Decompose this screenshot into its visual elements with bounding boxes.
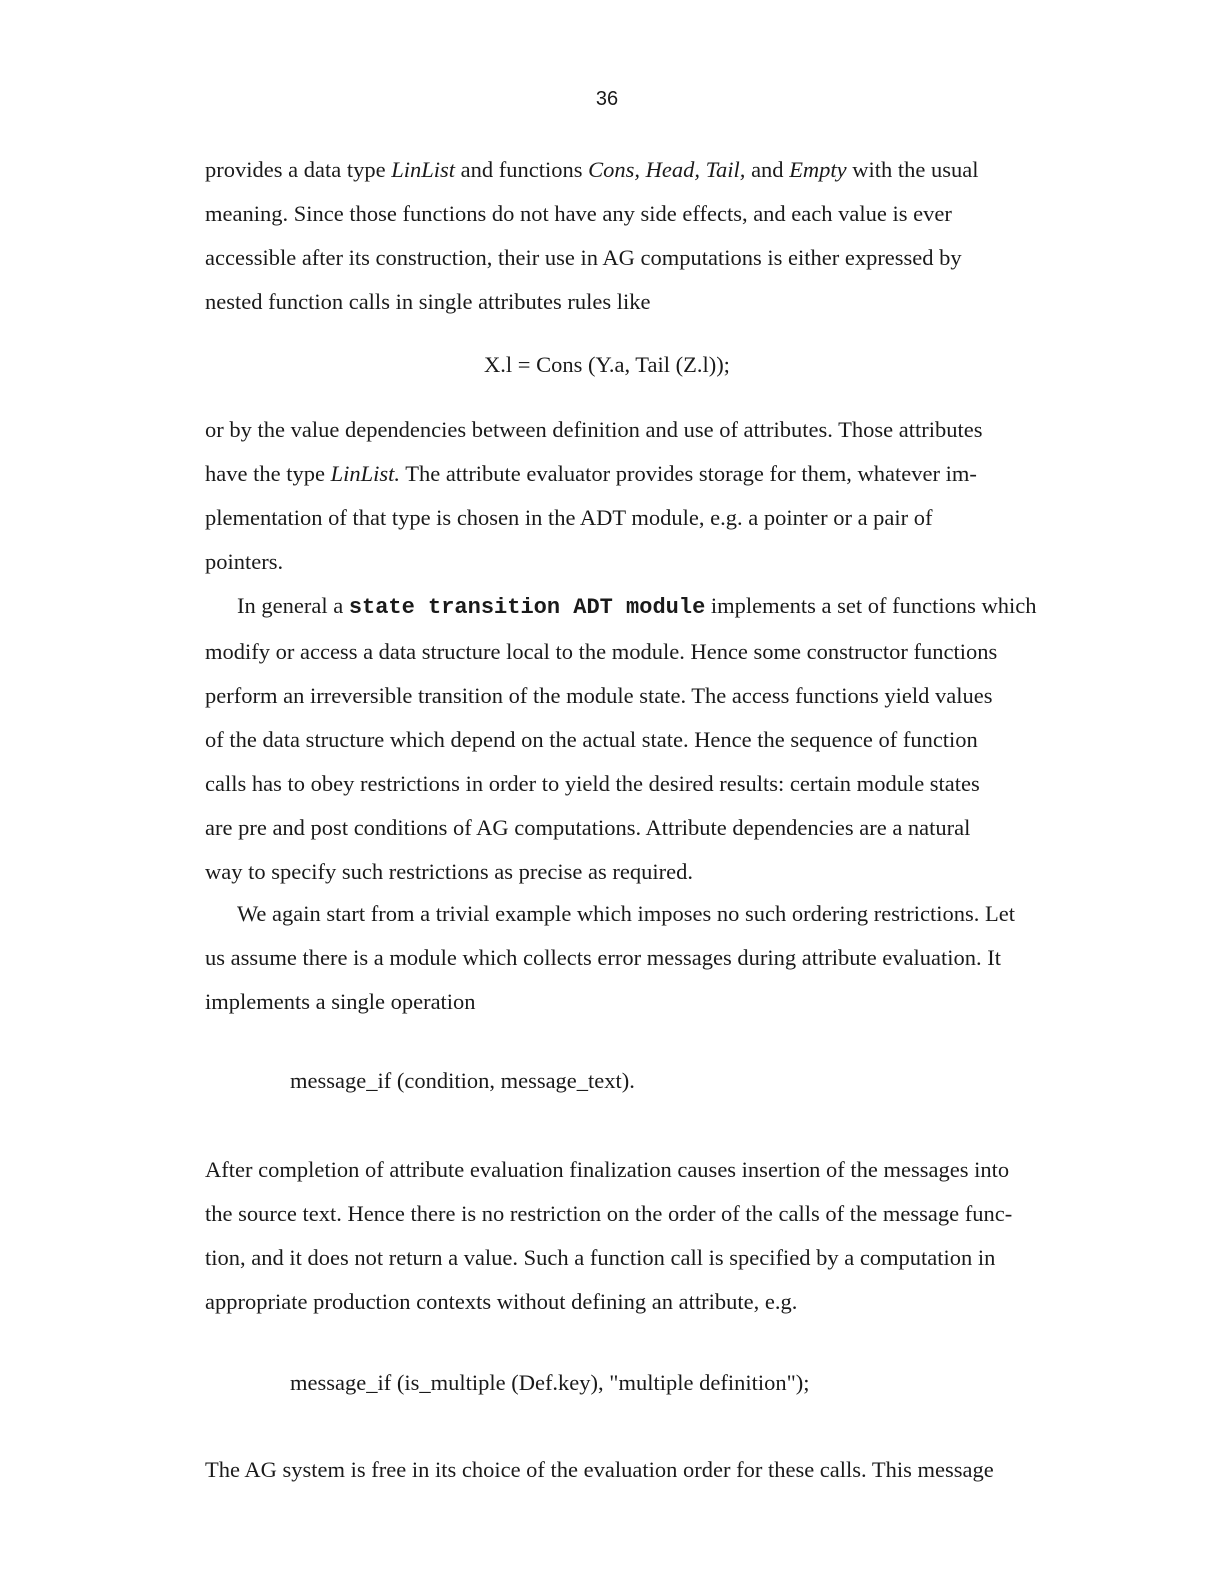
function-name-cons: Cons, <box>588 157 640 182</box>
paragraph-4 <box>205 892 1184 1024</box>
paragraph-1-line-3: accessible after its construction, their use in AG computations is either expressed by <box>205 245 962 270</box>
paragraph-2-line-1: or by the value dependencies between definition and use of attributes. Those attributes <box>205 417 983 442</box>
paragraph-1-line-2: meaning. Since those functions do not have any side effects, and each value is ever <box>205 201 952 226</box>
paragraph-3-line-2: modify or access a data structure local to the module. Hence some constructor functions <box>205 639 998 664</box>
function-name-tail: Tail, <box>699 157 746 182</box>
function-name-empty: Empty <box>789 157 847 182</box>
paragraph-2-line-3: plementation of that type is chosen in the ADT module, e.g. a pointer or a pair of <box>205 505 933 530</box>
paragraph-4-line-1: We again start from a trivial example which imposes no such ordering restrictions. Let <box>237 901 1015 926</box>
paragraph-5-line-2: the source text. Hence there is no restriction on the order of the calls of the message func- <box>205 1201 1013 1226</box>
code-example-1: message_if (condition, message_text). <box>290 1068 635 1093</box>
paragraph-3-line-7: way to specify such restrictions as precise as required. <box>205 859 693 884</box>
paragraph-1-line-1: provides a data type LinList and functions Cons, Head, Tail, and Empty with the usual <box>205 157 979 182</box>
paragraph-5-line-1: After completion of attribute evaluation finalization causes insertion of the messages into <box>205 1157 1010 1182</box>
paragraph-2-line-2: have the type LinList. The attribute evaluator provides storage for them, whatever im- <box>205 461 977 486</box>
paragraph-4-line-2: us assume there is a module which collects error messages during attribute evaluation. It <box>205 945 1002 970</box>
paragraph-5 <box>205 1148 1184 1324</box>
paragraph-1 <box>205 148 1184 324</box>
paragraph-3-line-1: In general a state transition ADT module implements a set of functions which <box>237 593 1037 620</box>
paragraph-2 <box>205 408 1184 584</box>
paragraph-2-line-4: pointers. <box>205 549 284 574</box>
paragraph-6 <box>205 1448 1184 1492</box>
paragraph-4-line-3: implements a single operation <box>205 989 476 1014</box>
paragraph-3-line-4: of the data structure which depend on the actual state. Hence the sequence of function <box>205 727 978 752</box>
paragraph-5-line-4: appropriate production contexts without defining an attribute, e.g. <box>205 1289 798 1314</box>
paragraph-1-line-4: nested function calls in single attributes rules like <box>205 289 651 314</box>
type-name: LinList <box>391 157 455 182</box>
paragraph-3-line-3: perform an irreversible transition of the module state. The access functions yield values <box>205 683 993 708</box>
term-definition: state transition ADT module <box>348 595 706 620</box>
paragraph-3 <box>205 584 1184 894</box>
display-equation: X.l = Cons (Y.a, Tail (Z.l)); <box>484 352 730 377</box>
function-name-head: Head, <box>639 157 700 182</box>
paragraph-5-line-3: tion, and it does not return a value. Such a function call is specified by a computation in <box>205 1245 996 1270</box>
page-number: 36 <box>595 88 619 110</box>
type-name: LinList. <box>330 461 400 486</box>
paragraph-6-line-1: The AG system is free in its choice of the evaluation order for these calls. This message <box>205 1457 994 1482</box>
paragraph-3-line-5: calls has to obey restrictions in order to yield the desired results: certain module states <box>205 771 980 796</box>
paragraph-3-line-6: are pre and post conditions of AG computations. Attribute dependencies are a natural <box>205 815 971 840</box>
code-example-2: message_if (is_multiple (Def.key), "multiple definition"); <box>290 1370 810 1395</box>
